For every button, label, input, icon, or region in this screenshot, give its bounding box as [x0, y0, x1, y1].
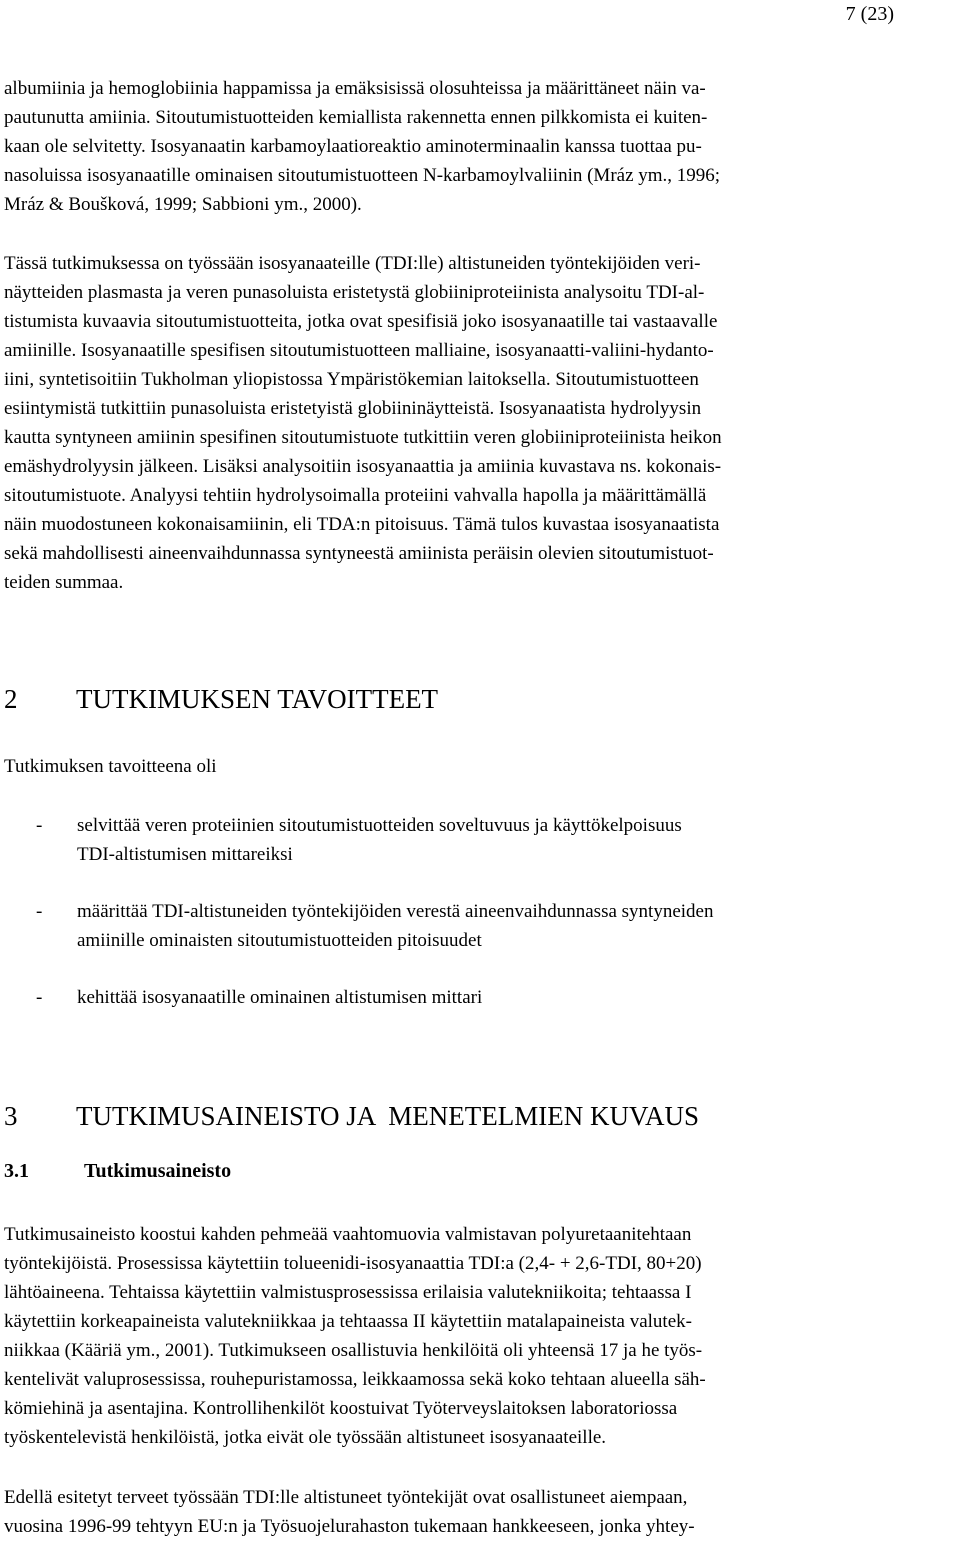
material-paragraph: [4, 1220, 956, 1452]
text-line: vuosina 1996-99 tehtyyn EU:n ja Työsuojelurahaston tukemaan hankkeeseen, jonka yhtey-: [4, 1516, 695, 1537]
text-line: näin muodostuneen kokonaisamiinin, eli TDA:n pitoisuus. Tämä tulos kuvastaa isosyanaatista: [4, 514, 720, 535]
text-line: kentelivät valuprosessissa, rouhepuristamossa, leikkaamossa sekä koko tehtaan alueella säh-: [4, 1369, 706, 1390]
text-line: Edellä esitetyt terveet työssään TDI:lle altistuneet työntekijät ovat osallistuneet aiempaan,: [4, 1487, 688, 1508]
text-line: sekä mahdollisesti aineenvaihdunnassa syntyneestä amiinista peräisin olevien sitoutumistuot-: [4, 543, 714, 564]
text-line: käytettiin korkeapaineista valutekniikkaa ja tehtaassa II käytettiin matalapaineista valutek-: [4, 1311, 692, 1332]
bullet-dash: -: [36, 815, 43, 836]
text-line: tistumista kuvaavia sitoutumistuotteita, jotka ovat spesifisiä joko isosyanaatille tai vastaavalle: [4, 311, 718, 332]
text-line: nasoluissa isosyanaatille ominaisen sitoutumistuotteen N-karbamoylvaliinin (Mráz ym., 1996;: [4, 165, 721, 186]
text-line: iini, syntetisoitiin Tukholman yliopistossa Ympäristökemian laitoksella. Sitoutumistuotteen: [4, 369, 699, 390]
bullet-dash: -: [36, 901, 43, 922]
text-line: kautta syntyneen amiinin spesifinen sitoutumistuote tutkittiin veren globiiniproteiinista heikon: [4, 427, 722, 448]
text-line: kaan ole selvitetty. Isosyanaatin karbamoylaatioreaktio aminoterminaalin kanssa tuottaa pu-: [4, 136, 702, 157]
bullet-dash: -: [36, 987, 43, 1008]
text-line: sitoutumistuote. Analyysi tehtiin hydrolysoimalla proteiini vahvalla hapolla ja määrittämällä: [4, 485, 707, 506]
section-number: 2: [4, 684, 18, 714]
intro-paragraph: [4, 74, 956, 219]
text-line: esiintymistä tutkittiin punasoluista eristetyistä globiininäytteistä. Isosyanaatista hydrolyysin: [4, 398, 702, 419]
text-line: Mráz & Boušková, 1999; Sabbioni ym., 2000).: [4, 194, 362, 215]
objective-item: [36, 983, 482, 1012]
subsection-title: Tutkimusaineisto: [84, 1160, 232, 1182]
text-line: Tutkimusaineisto koostui kahden pehmeää vaahtomuovia valmistavan polyuretaanitehtaan: [4, 1224, 692, 1245]
section-title: TUTKIMUSAINEISTO JA MENETELMIEN KUVAUS: [76, 1101, 699, 1131]
text-line: TDI-altistumisen mittareiksi: [77, 844, 293, 865]
text-line: näytteiden plasmasta ja veren punasoluista eristetystä globiiniproteiinista analysoitu TDI-al-: [4, 282, 705, 303]
study-paragraph: [4, 249, 956, 597]
text-line: teiden summaa.: [4, 572, 124, 593]
text-line: määrittää TDI-altistuneiden työntekijöiden verestä aineenvaihdunnassa syntyneiden: [77, 901, 714, 922]
text-line: Tässä tutkimuksessa on työssään isosyanaateille (TDI:lle) altistuneiden työntekijöiden veri-: [4, 253, 701, 274]
text-line: albumiinia ja hemoglobiinia happamissa ja emäksisissä olosuhteissa ja määrittäneet näin va-: [4, 78, 706, 99]
final-paragraph: [4, 1483, 956, 1541]
objective-item: [36, 897, 713, 955]
text-line: kömiehinä ja asentajina. Kontrollihenkilöt koostuivat Työterveyslaitoksen laboratoriossa: [4, 1398, 678, 1419]
text-line: työskentelevistä henkilöistä, jotka eivät ole työssään altistuneet isosyanaateille.: [4, 1427, 607, 1448]
subsection-number: 3.1: [4, 1160, 29, 1182]
objective-item: [36, 811, 682, 869]
section-number: 3: [4, 1101, 18, 1131]
text-line: amiinille ominaisten sitoutumistuotteiden pitoisuudet: [77, 930, 482, 951]
text-line: pautunutta amiinia. Sitoutumistuotteiden kemiallista rakennetta ennen pilkkomista ei kuiten-: [4, 107, 708, 128]
section-3-heading: [4, 1100, 699, 1132]
text-line: työntekijöistä. Prosessissa käytettiin tolueenidi-isosyanaattia TDI:a (2,4- + 2,6-TDI, 80+20): [4, 1253, 702, 1274]
text-line: lähtöaineena. Tehtaissa käytettiin valmistusprosessissa erilaisia valutekniikoita; tehtaassa I: [4, 1282, 692, 1303]
section-2-heading: [4, 683, 438, 715]
section-title: TUTKIMUKSEN TAVOITTEET: [76, 684, 439, 714]
text-line: selvittää veren proteiinien sitoutumistuotteiden soveltuvuus ja käyttökelpoisuus: [77, 815, 682, 836]
objectives-intro: [4, 752, 956, 781]
text-line: amiinille. Isosyanaatille spesifisen sitoutumistuotteen malliaine, isosyanaatti-valiini-hydanto-: [4, 340, 714, 361]
text-line: niikkaa (Kääriä ym., 2001). Tutkimukseen osallistuvia henkilöitä oli yhteensä 17 ja he työs-: [4, 1340, 703, 1361]
section-3-1-heading: [4, 1158, 231, 1184]
page-number: 7 (23): [845, 3, 894, 25]
text-line: emäshydrolyysin jälkeen. Lisäksi analysoitiin isosyanaattia ja amiinia kuvastava ns. kokonais-: [4, 456, 722, 477]
text-line: Tutkimuksen tavoitteena oli: [4, 756, 217, 777]
text-line: kehittää isosyanaatille ominainen altistumisen mittari: [77, 987, 483, 1008]
